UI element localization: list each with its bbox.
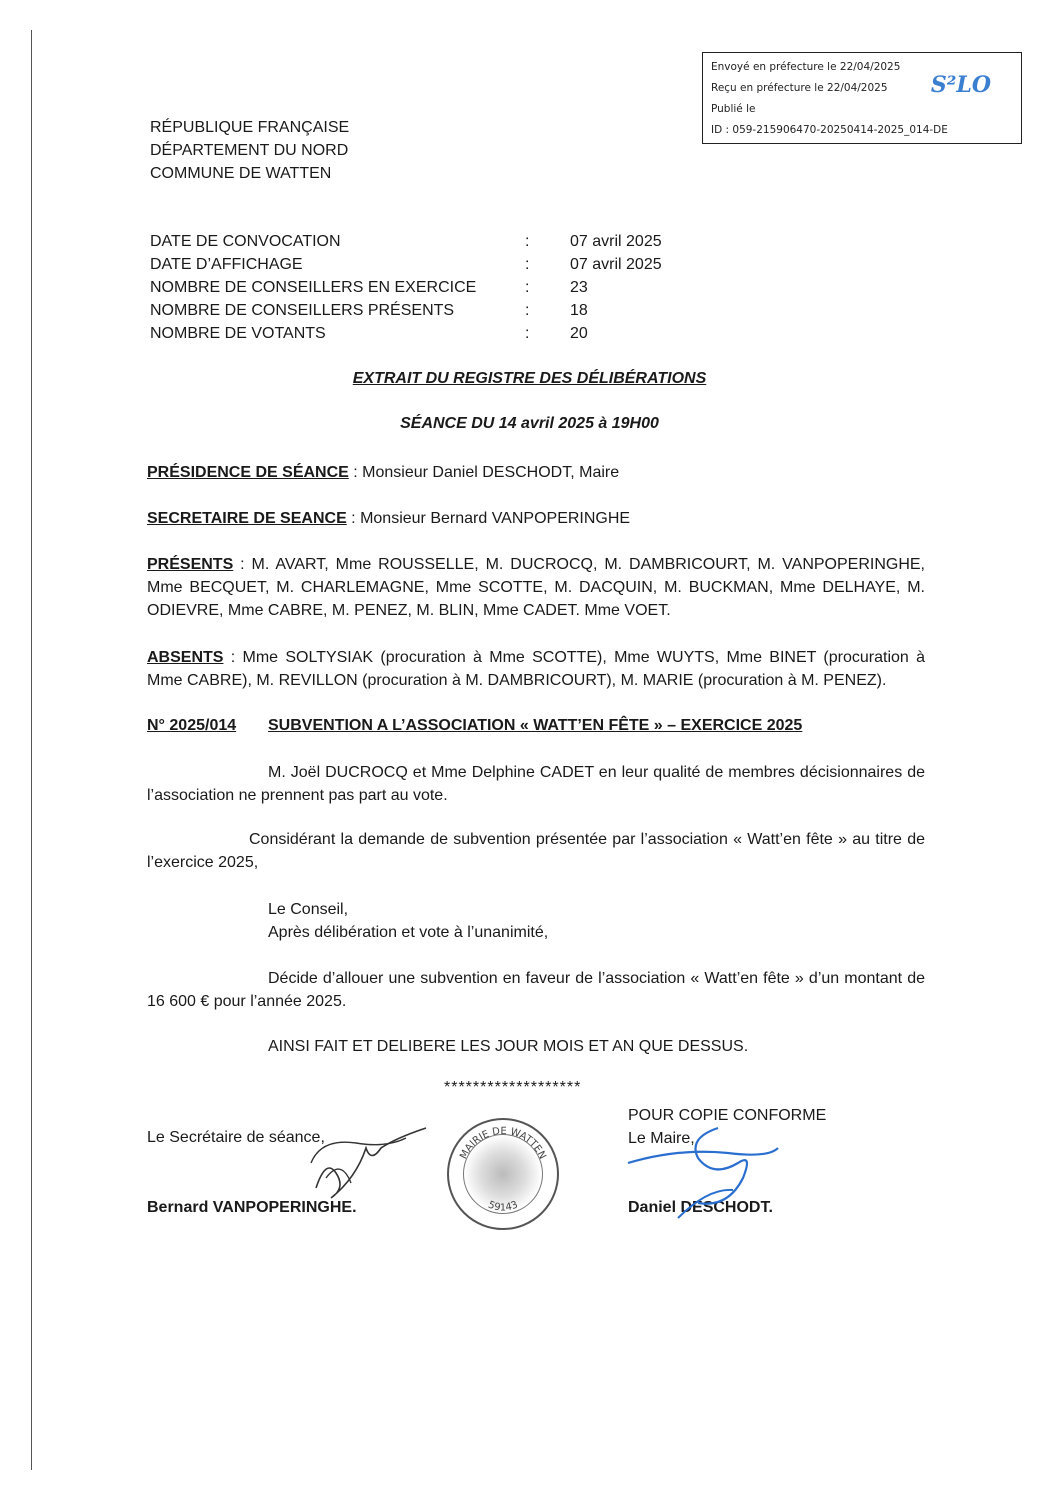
absents-paragraph <box>147 646 925 692</box>
left-signatory-title: Le Secrétaire de séance, <box>147 1129 325 1146</box>
body-paragraph-4: Décide d’allouer une subvention en faveur de l’association « Watt’en fête » d’un montant de 16 600 € pour l’année 2025. <box>147 970 925 1010</box>
absents-text: : Mme SOLTYSIAK (procuration à Mme SCOTTE), Mme WUYTS, Mme BINET (procuration à Mme CABRE), M. REVILLON (procuration à M. DAMBRICOURT), M. MARIE (procuration à M. PENEZ). <box>147 649 925 689</box>
stamp-id: ID : 059-215906470-20250414-2025_014-DE <box>711 124 948 136</box>
deliberation-title: SUBVENTION A L’ASSOCIATION « WATT’EN FÊTE » – EXERCICE 2025 <box>268 717 803 734</box>
info-value: 07 avril 2025 <box>570 256 662 273</box>
info-label: NOMBRE DE CONSEILLERS PRÉSENTS <box>150 302 455 319</box>
stars-separator: ******************* <box>444 1079 582 1096</box>
document-header <box>150 116 349 185</box>
mayor-signature <box>618 1118 788 1228</box>
info-label: DATE D’AFFICHAGE <box>150 256 303 273</box>
body-paragraph-2: Considérant la demande de subvention présentée par l’association « Watt’en fête » au titre de l’exercice 2025, <box>147 831 925 871</box>
deliberation-number: N° 2025/014 <box>147 717 237 734</box>
info-label: NOMBRE DE VOTANTS <box>150 325 326 342</box>
header-departement: DÉPARTEMENT DU NORD <box>150 142 349 159</box>
secretaire-label: SECRETAIRE DE SEANCE <box>147 510 347 527</box>
presidence-line <box>147 461 925 484</box>
presents-paragraph <box>147 553 925 622</box>
seal-text-ring <box>447 1118 559 1230</box>
body-paragraph-1: M. Joël DUCROCQ et Mme Delphine CADET en leur qualité de membres décisionnaires de l’association ne prennent pas part au vote. <box>147 764 925 804</box>
info-row <box>150 322 720 345</box>
absents-label: ABSENTS <box>147 649 224 666</box>
presents-text: : M. AVART, Mme ROUSSELLE, M. DUCROCQ, M. DAMBRICOURT, M. VANPOPERINGHE, Mme BECQUET, M. CHARLEMAGNE, Mme SCOTTE, M. DACQUIN, M. BUCKMAN, Mme DELHAYE, M. ODIEVRE, Mme CABRE, M. PENEZ, M. BLIN, Mme CADET. Mme VOET. <box>147 556 925 619</box>
info-row <box>150 276 720 299</box>
info-label: DATE DE CONVOCATION <box>150 233 341 250</box>
stamp-received: Reçu en préfecture le 22/04/2025 <box>711 82 888 94</box>
info-colon: : <box>525 233 530 250</box>
body-closing: AINSI FAIT ET DELIBERE LES JOUR MOIS ET AN QUE DESSUS. <box>268 1038 749 1055</box>
body-conseil: Le Conseil, <box>268 901 349 918</box>
secretary-signature <box>296 1118 436 1208</box>
secretaire-text: : Monsieur Bernard VANPOPERINGHE <box>346 510 631 527</box>
info-row <box>150 299 720 322</box>
right-signatory-name: Daniel DESCHODT. <box>628 1199 773 1216</box>
body-vote: Après délibération et vote à l’unanimité, <box>268 924 549 941</box>
stamp-sent: Envoyé en préfecture le 22/04/2025 <box>711 61 901 73</box>
presents-label: PRÉSENTS <box>147 556 234 573</box>
session-title: SÉANCE DU 14 avril 2025 à 19H00 <box>400 415 659 432</box>
scan-edge-line <box>31 30 32 1470</box>
info-colon: : <box>525 256 530 273</box>
header-commune: COMMUNE DE WATTEN <box>150 165 332 182</box>
info-table <box>150 230 720 345</box>
presidence-label: PRÉSIDENCE DE SÉANCE <box>147 464 349 481</box>
secretaire-line <box>147 507 925 530</box>
extract-title: EXTRAIT DU REGISTRE DES DÉLIBÉRATIONS <box>352 370 707 387</box>
info-row <box>150 230 720 253</box>
presidence-text: : Monsieur Daniel DESCHODT, Maire <box>348 464 620 481</box>
info-colon: : <box>525 279 530 296</box>
right-signatory-title-1: POUR COPIE CONFORME <box>628 1107 827 1124</box>
prefecture-stamp <box>702 52 1022 144</box>
s2low-logo: S²LO <box>930 72 991 98</box>
info-value: 18 <box>570 302 588 319</box>
seal-top-text: MAIRIE DE WATTEN <box>458 1125 548 1162</box>
info-colon: : <box>525 325 530 342</box>
mairie-seal <box>447 1118 559 1230</box>
stamp-published: Publié le <box>711 103 756 115</box>
info-label: NOMBRE DE CONSEILLERS EN EXERCICE <box>150 279 477 296</box>
info-row <box>150 253 720 276</box>
info-colon: : <box>525 302 530 319</box>
info-value: 07 avril 2025 <box>570 233 662 250</box>
seal-bottom-text: 59143 <box>486 1199 520 1214</box>
right-signatory-title-2: Le Maire, <box>628 1130 695 1147</box>
info-value: 23 <box>570 279 588 296</box>
header-republique: RÉPUBLIQUE FRANÇAISE <box>150 119 350 136</box>
info-value: 20 <box>570 325 588 342</box>
left-signatory-name: Bernard VANPOPERINGHE. <box>147 1199 357 1216</box>
